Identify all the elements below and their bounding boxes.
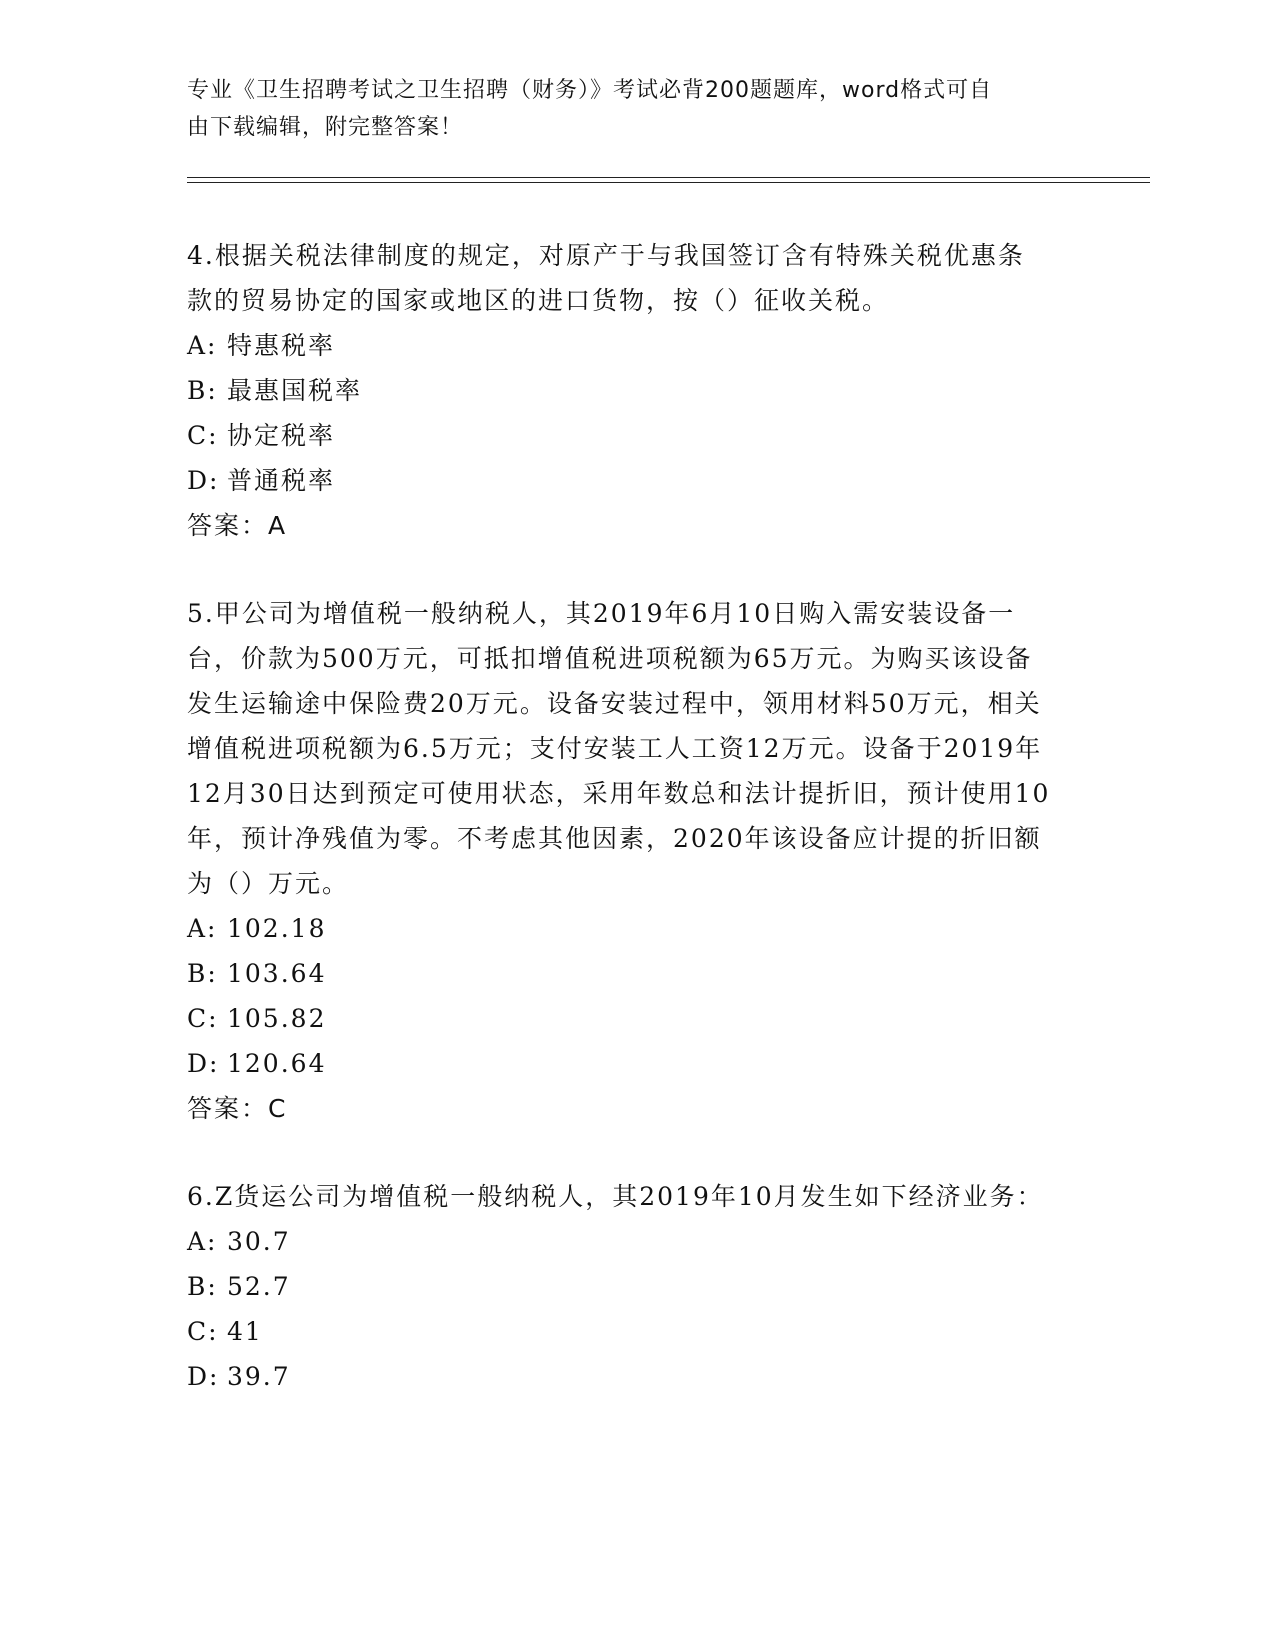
option-label: D: bbox=[187, 1362, 220, 1391]
option-a bbox=[187, 906, 1087, 951]
document-header bbox=[187, 72, 1067, 146]
option-label: A: bbox=[187, 1227, 218, 1256]
header-line-2: 由下载编辑，附完整答案！ bbox=[187, 115, 464, 140]
answer-line: 答案：A bbox=[187, 511, 288, 540]
option-text: 最惠国税率 bbox=[227, 376, 363, 405]
header-divider-top bbox=[187, 177, 1150, 178]
option-c bbox=[187, 1309, 1087, 1354]
question-list bbox=[187, 233, 1087, 1442]
option-label: C: bbox=[187, 421, 219, 450]
option-text: 120.64 bbox=[227, 1049, 327, 1078]
question-4 bbox=[187, 233, 1087, 548]
option-text: 52.7 bbox=[227, 1272, 291, 1301]
option-label: C: bbox=[187, 1004, 219, 1033]
question-stem: 5.甲公司为增值税一般纳税人，其2019年6月10日购入需安装设备一台，价款为500万元，可抵扣增值税进项税额为65万元。为购买该设备发生运输途中保险费20万元。设备安装过程中，领用材料50万元，相关增值税进项税额为6.5万元；支付安装工人工资12万元。设备于2019年12月30日达到预定可使用状态，采用年数总和法计提折旧，预计使用10年，预计净残值为零。不考虑其他因素，2020年该设备应计提的折旧额为（）万元。 bbox=[187, 599, 1051, 898]
option-a bbox=[187, 1219, 1087, 1264]
option-a bbox=[187, 323, 1087, 368]
option-text: 103.64 bbox=[227, 959, 327, 988]
option-b bbox=[187, 368, 1087, 413]
header-line-1: 专业《卫生招聘考试之卫生招聘（财务）》考试必背200题题库，word格式可自 bbox=[187, 78, 993, 103]
question-5 bbox=[187, 591, 1087, 1131]
option-label: B: bbox=[187, 1272, 218, 1301]
option-c bbox=[187, 996, 1087, 1041]
option-d bbox=[187, 1354, 1087, 1399]
option-label: A: bbox=[187, 914, 218, 943]
option-list bbox=[187, 906, 1087, 1086]
question-stem: 4.根据关税法律制度的规定，对原产于与我国签订含有特殊关税优惠条款的贸易协定的国家或地区的进口货物，按（）征收关税。 bbox=[187, 241, 1025, 315]
question-stem: 6.Z货运公司为增值税一般纳税人，其2019年10月发生如下经济业务： bbox=[187, 1182, 1044, 1211]
header-divider-bottom bbox=[187, 182, 1150, 183]
option-label: B: bbox=[187, 376, 218, 405]
answer-line: 答案：C bbox=[187, 1094, 288, 1123]
option-label: D: bbox=[187, 466, 220, 495]
option-label: A: bbox=[187, 331, 218, 360]
option-text: 41 bbox=[227, 1317, 263, 1346]
question-6 bbox=[187, 1174, 1087, 1399]
option-b bbox=[187, 1264, 1087, 1309]
option-b bbox=[187, 951, 1087, 996]
option-label: D: bbox=[187, 1049, 220, 1078]
option-d bbox=[187, 1041, 1087, 1086]
option-d bbox=[187, 458, 1087, 503]
option-text: 102.18 bbox=[227, 914, 327, 943]
option-text: 105.82 bbox=[227, 1004, 327, 1033]
option-label: B: bbox=[187, 959, 218, 988]
option-text: 协定税率 bbox=[227, 421, 336, 450]
option-text: 特惠税率 bbox=[227, 331, 336, 360]
option-text: 39.7 bbox=[227, 1362, 291, 1391]
option-text: 30.7 bbox=[227, 1227, 291, 1256]
option-text: 普通税率 bbox=[227, 466, 336, 495]
option-list bbox=[187, 1219, 1087, 1399]
option-list bbox=[187, 323, 1087, 503]
option-c bbox=[187, 413, 1087, 458]
option-label: C: bbox=[187, 1317, 219, 1346]
